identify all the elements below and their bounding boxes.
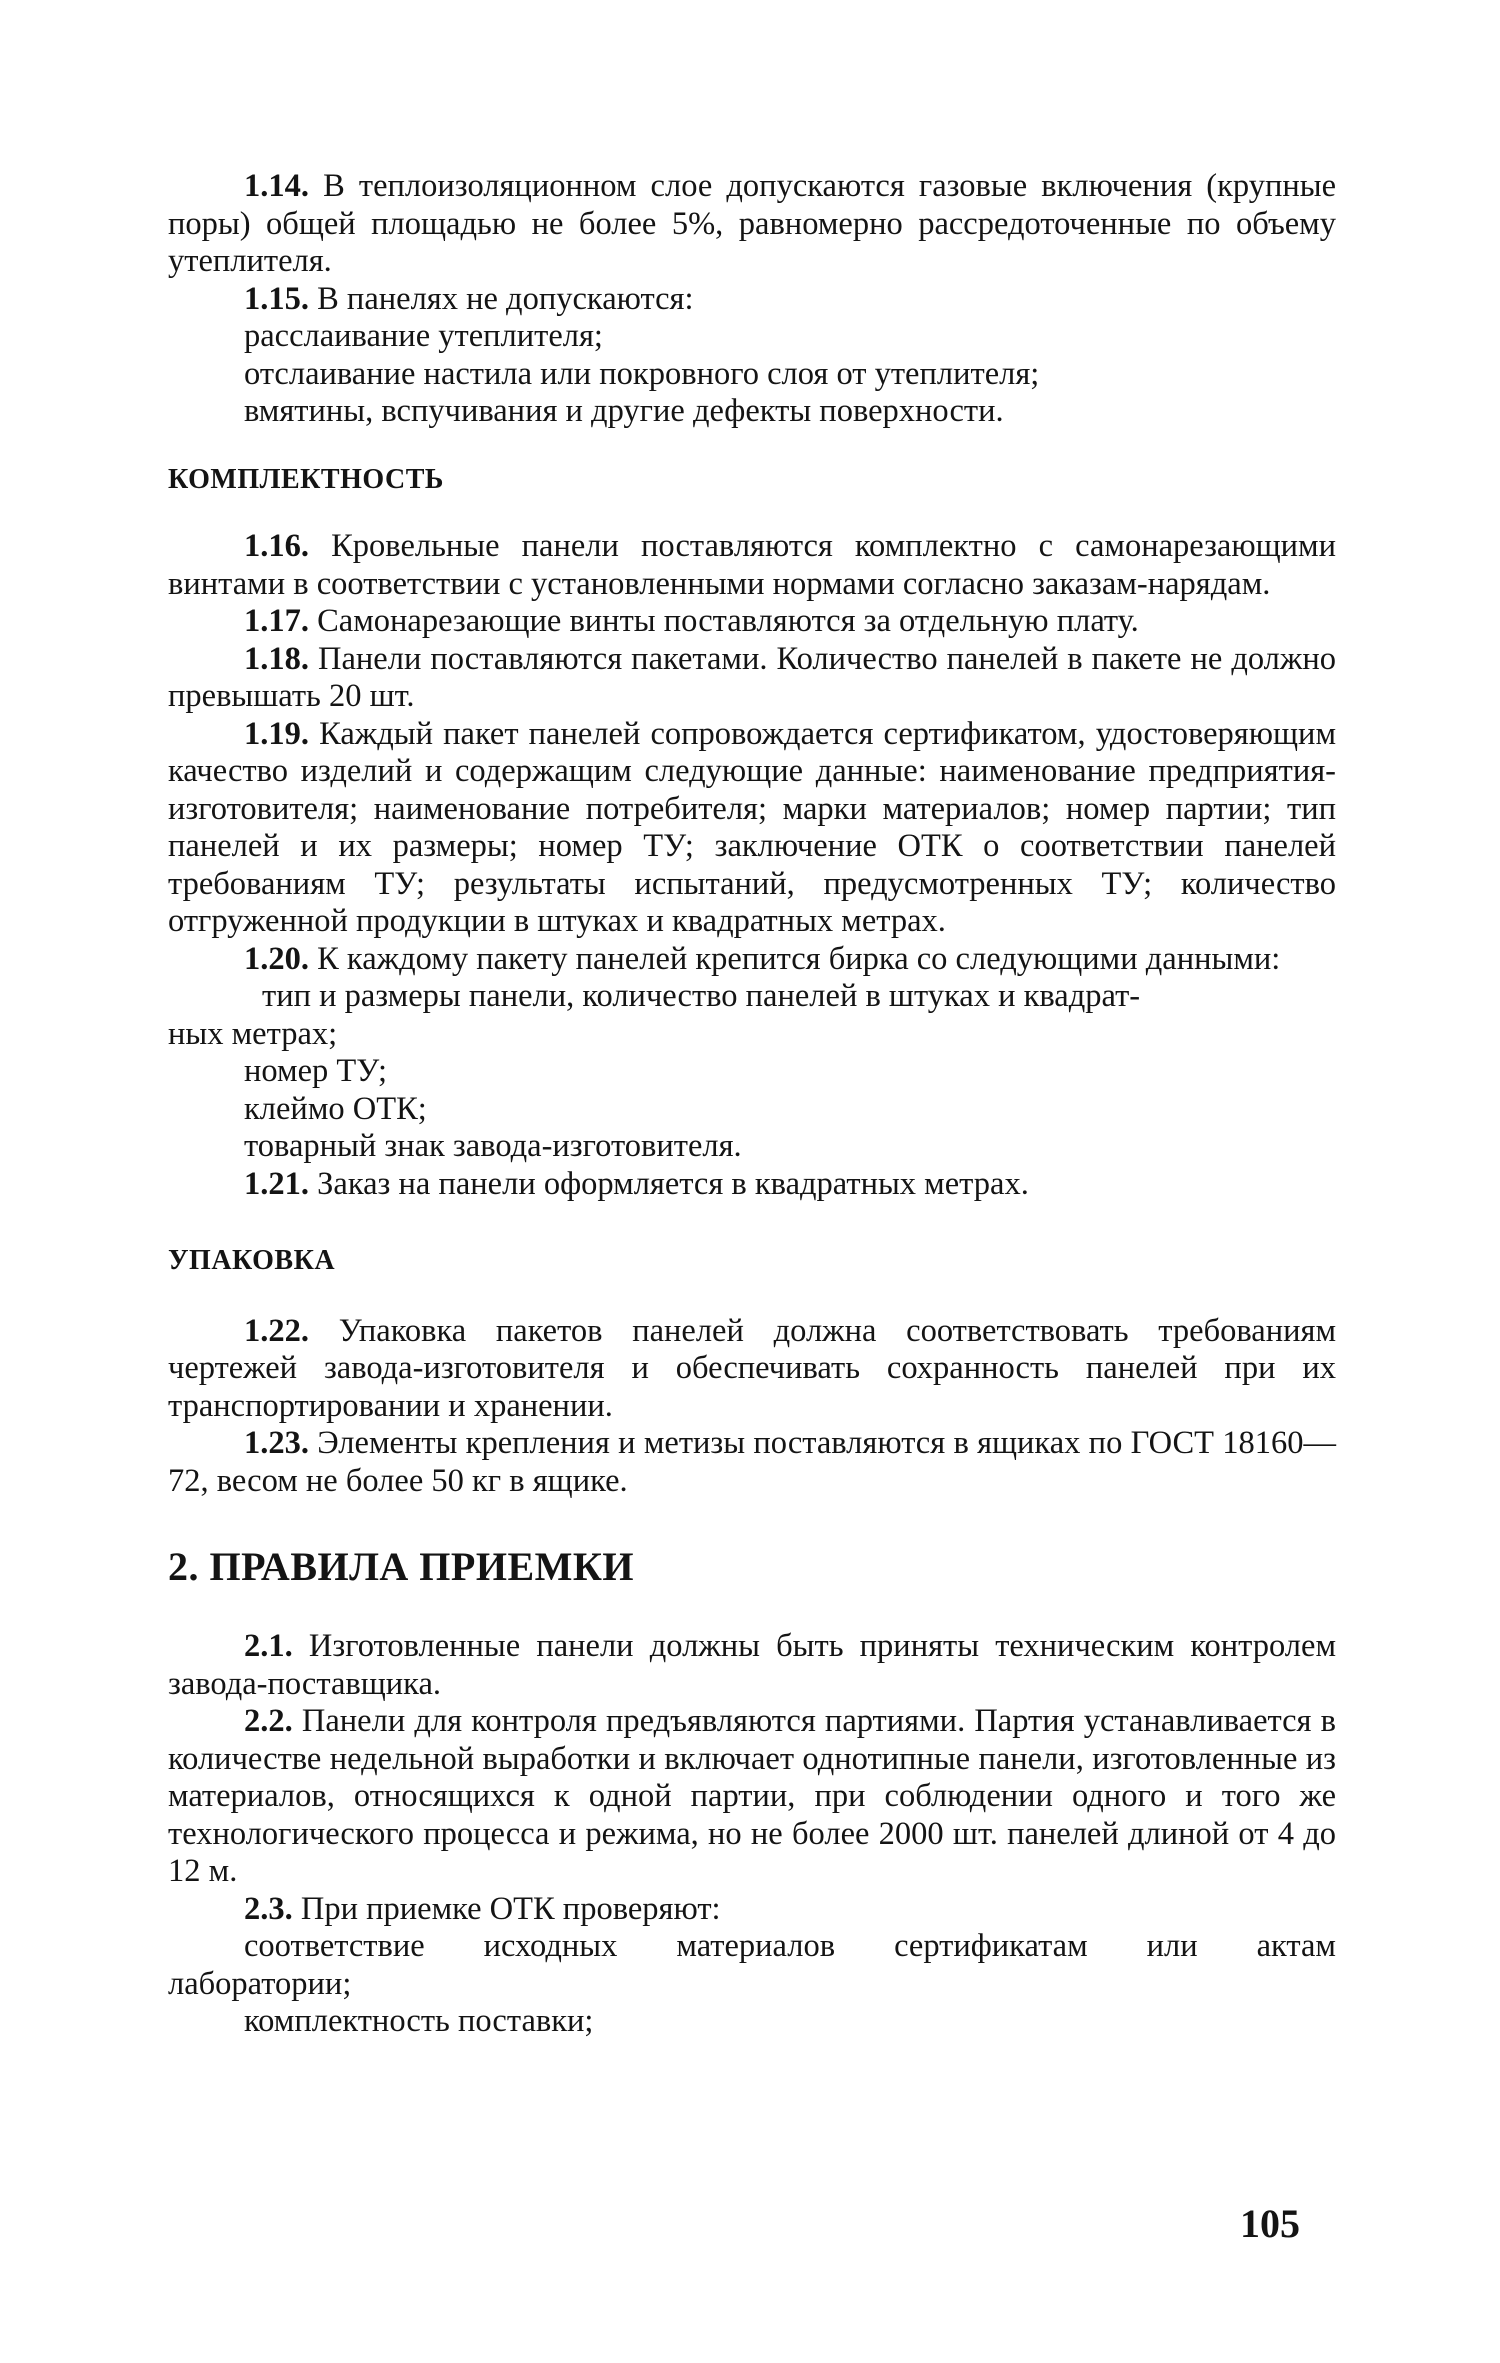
clause-text: Каждый пакет панелей сопровождается сертификатом, удостоверяющим качество изделий и содержащим следующие данные: наименование предприятия-изготовителя; наименование потребителя; марки материалов; номер партии; тип панелей и их размеры; номер ТУ; заключение ОТК о соответствии панелей требованиям ТУ; результаты испытаний, предусмотренных ТУ; количество отгруженной продукции в штуках и квадратных метрах.	[168, 715, 1337, 939]
paragraph-1-17	[168, 603, 1336, 641]
clause-text: Кровельные панели поставляются комплектно с самонарезающими винтами в соответствии с установленными нормами согласно заказам-нарядам.	[168, 528, 1337, 602]
clause-number: 2.1.	[244, 1628, 293, 1664]
clause-text: Элементы крепления и метизы поставляются в ящиках по ГОСТ 18160—72, весом не более 50 кг в ящике.	[168, 1425, 1337, 1499]
page-number: 105	[1240, 2201, 1300, 2246]
paragraph-2-3	[168, 1891, 1336, 1929]
document-page	[168, 168, 1336, 2041]
clause-number: 2.2.	[244, 1703, 293, 1739]
paragraph-1-16	[168, 528, 1336, 603]
clause-number: 1.22.	[244, 1312, 309, 1349]
clause-number: 2.3.	[244, 1890, 293, 1927]
list-item-wrap-line-1: тип и размеры панели, количество панелей в штуках и квадрат-	[262, 978, 1141, 1014]
heading-packaging: УПАКОВКА	[168, 1245, 336, 1276]
paragraph-2-1	[168, 1628, 1336, 1703]
clause-text: Самонарезающие винты поставляются за отдельную плату.	[317, 603, 1139, 639]
clause-number: 1.23.	[244, 1425, 309, 1461]
clause-text: Изготовленные панели должны быть приняты техническим контролем завода-поставщика.	[168, 1628, 1337, 1702]
paragraph-1-19	[168, 716, 1336, 941]
clause-number: 1.16.	[244, 528, 309, 564]
clause-text: Панели поставляются пакетами. Количество панелей в пакете не должно превышать 20 шт.	[168, 640, 1336, 714]
paragraph-1-22	[168, 1313, 1336, 1426]
clause-text: В панелях не допускаются:	[317, 280, 694, 317]
clause-text: К каждому пакету панелей крепится бирка со следующими данными:	[317, 940, 1281, 977]
list-item: клеймо ОТК;	[244, 1090, 427, 1127]
section-title: 2. ПРАВИЛА ПРИЕМКИ	[168, 1544, 635, 1589]
list-item: вмятины, вспучивания и другие дефекты поверхности.	[244, 393, 1004, 429]
list-item: комплектность поставки;	[244, 2003, 594, 2039]
heading-completeness: КОМПЛЕКТНОСТЬ	[168, 463, 444, 495]
clause-text: Панели для контроля предъявляются партиями. Партия устанавливается в количестве недельной выработки и включает однотипные панели, изготовленные из материалов, относящихся к одной партии, при соблюдении одного и того же технологического процесса и режима, но не более 2000 шт. панелей длиной от 4 до 12 м.	[168, 1703, 1336, 1889]
clause-text: В теплоизоляционном слое допускаются газовые включения (крупные поры) общей площадью не более 5%, равномерно рассредоточенные по объему утеплителя.	[168, 168, 1337, 279]
list-item: отслаивание настила или покровного слоя от утеплителя;	[244, 355, 1040, 392]
clause-number: 1.17.	[244, 603, 309, 639]
paragraph-1-18	[168, 641, 1336, 716]
list-item: расслаивание утеплителя;	[244, 318, 603, 354]
paragraph-1-23	[168, 1425, 1336, 1500]
clause-number: 1.19.	[244, 715, 309, 752]
clause-number: 1.14.	[244, 168, 309, 204]
paragraph-1-20	[168, 941, 1336, 979]
list-item-wrap-line-1: соответствие исходных материалов сертификатам или актам	[244, 1928, 1336, 1964]
list-item: номер ТУ;	[244, 1053, 388, 1089]
paragraph-1-21	[168, 1166, 1336, 1204]
clause-number: 1.15.	[244, 280, 309, 317]
clause-number: 1.20.	[244, 940, 309, 977]
clause-text: При приемке ОТК проверяют:	[300, 1890, 721, 1927]
list-item: товарный знак завода-изготовителя.	[244, 1128, 742, 1164]
paragraph-1-14	[168, 168, 1336, 281]
paragraph-1-15	[168, 281, 1336, 319]
paragraph-2-2	[168, 1703, 1336, 1891]
clause-text: Упаковка пакетов панелей должна соответствовать требованиям чертежей завода-изготовителя и обеспечивать сохранность панелей при их транспортировании и хранении.	[168, 1312, 1337, 1424]
clause-text: Заказ на панели оформляется в квадратных метрах.	[317, 1165, 1029, 1202]
list-item-wrap-line-2: ных метрах;	[168, 1015, 338, 1052]
clause-number: 1.21.	[244, 1165, 309, 1202]
list-item-wrap-line-2: лаборатории;	[168, 1965, 352, 2002]
clause-number: 1.18.	[244, 640, 309, 677]
